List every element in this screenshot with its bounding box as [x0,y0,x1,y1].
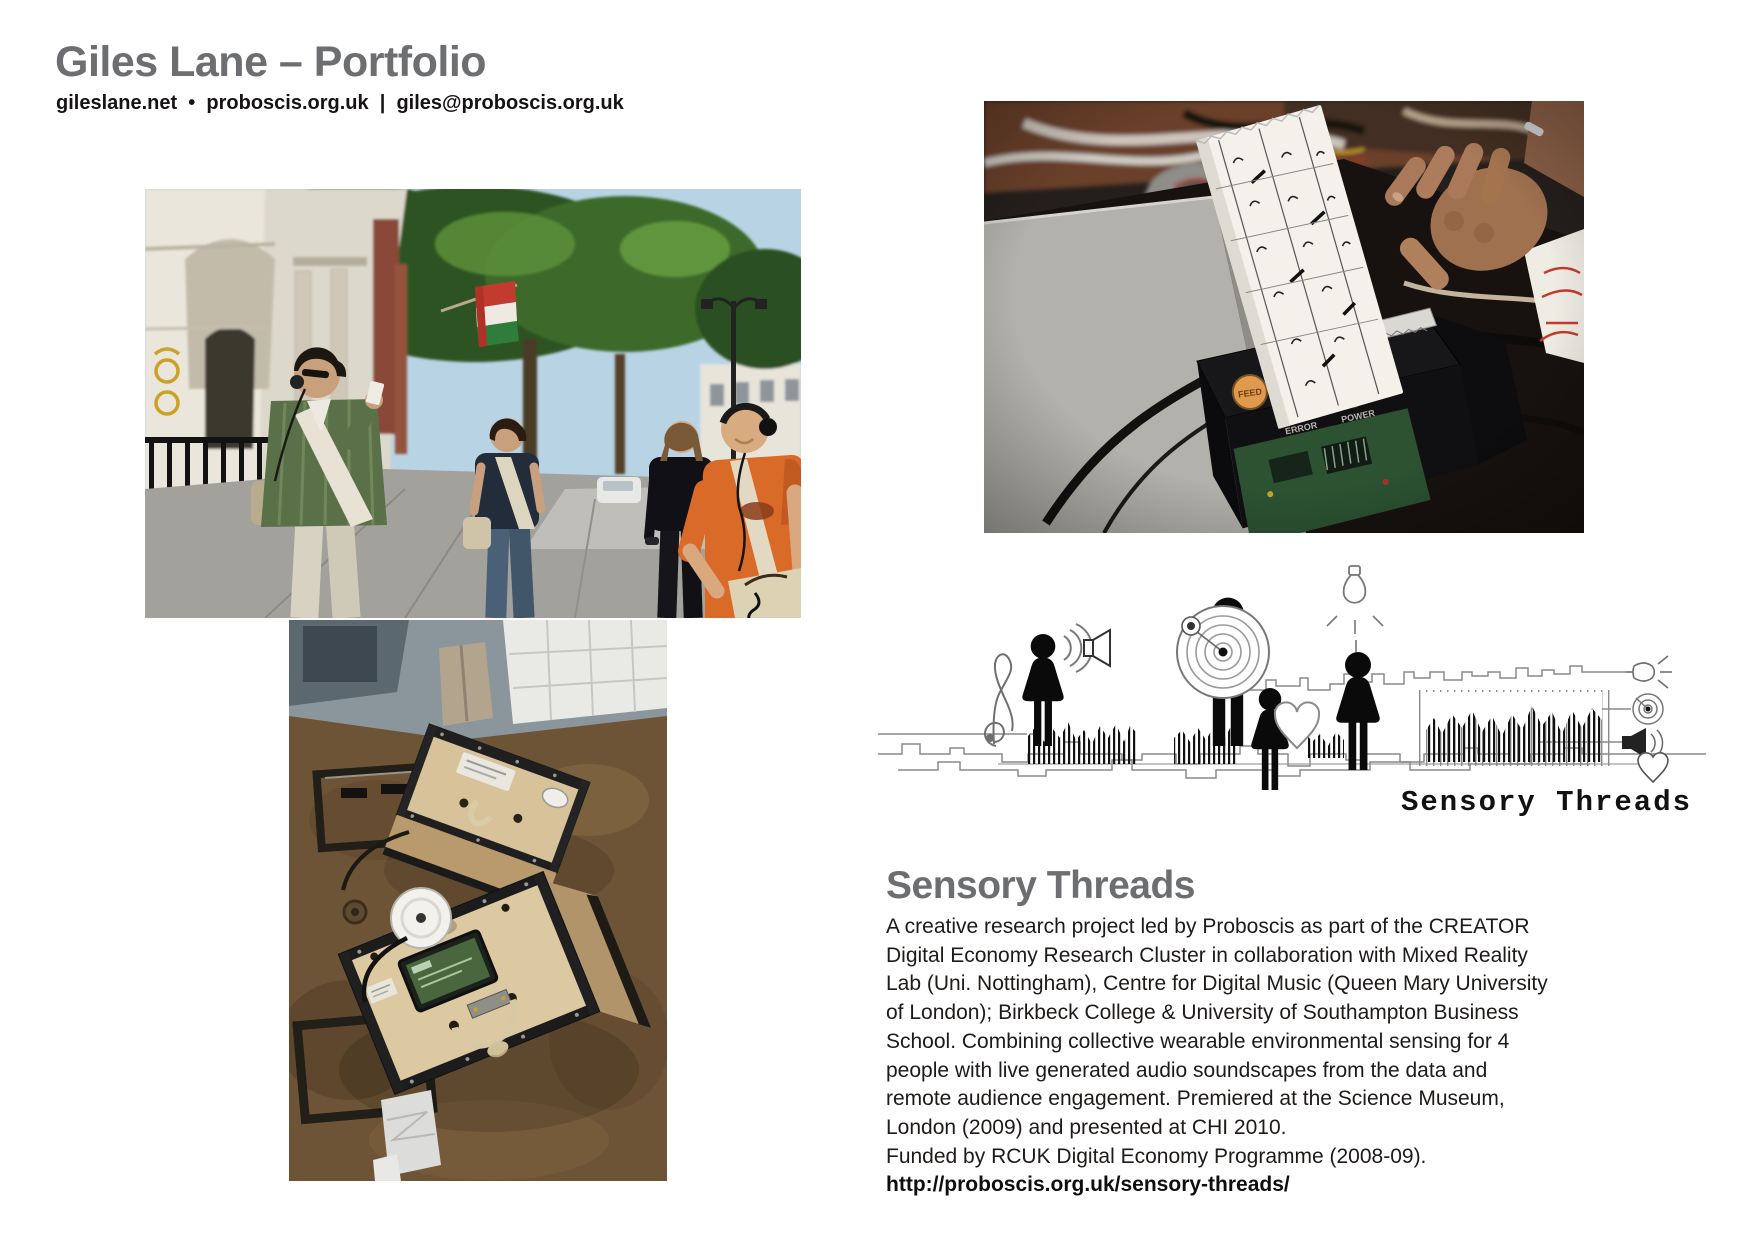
photo-thermal-printer [984,101,1584,533]
illustration-canvas [878,494,1706,830]
treble-clef-icon [985,654,1013,746]
section-heading: Sensory Threads [886,864,1195,907]
body-line: Lab (Uni. Nottingham), Centre for Digital Music (Queen Mary University [886,972,1548,996]
sideways-lightbulb-icon [1626,656,1672,688]
page-title: Giles Lane – Portfolio [55,38,487,86]
body-line: remote audience engagement. Premiered at the Science Museum, [886,1087,1505,1111]
spiral-sensor-icon [1177,606,1269,698]
vignette [984,101,1584,533]
body-line: Digital Economy Research Cluster in collaboration with Mixed Reality [886,943,1528,967]
photo-street-walk [145,189,801,618]
small-heart-icon [1638,753,1668,782]
body-line: of London); Birkbeck College & University of Southampton Business [886,1001,1519,1025]
body-line: Funded by RCUK Digital Economy Programme (2008-09). [886,1144,1427,1168]
photo-wearable-boxes [289,620,667,1181]
body-line: School. Combining collective wearable environmental sensing for 4 [886,1029,1510,1053]
boxes-scene [289,620,667,1181]
street-walk-scene [145,189,801,618]
body-line: A creative research project led by Proboscis as part of the CREATOR [886,915,1530,938]
section-body [886,913,1586,1200]
project-url-link[interactable]: http://proboscis.org.uk/sensory-threads/ [886,1173,1290,1197]
body-line: London (2009) and presented at CHI 2010. [886,1115,1287,1139]
body-line: people with live generated audio soundscapes from the data and [886,1058,1488,1082]
sensory-threads-illustration [878,494,1706,830]
printer-scene [984,101,1584,533]
contact-line: gileslane.net • proboscis.org.uk | giles@proboscis.org.uk [56,92,624,114]
lightbulb-icon [1327,566,1383,652]
small-spiral-icon [1633,694,1663,724]
sensory-threads-wordmark: Sensory Threads [1400,786,1692,819]
waveform-bars [1026,690,1614,766]
speaker-icon [1064,624,1110,672]
